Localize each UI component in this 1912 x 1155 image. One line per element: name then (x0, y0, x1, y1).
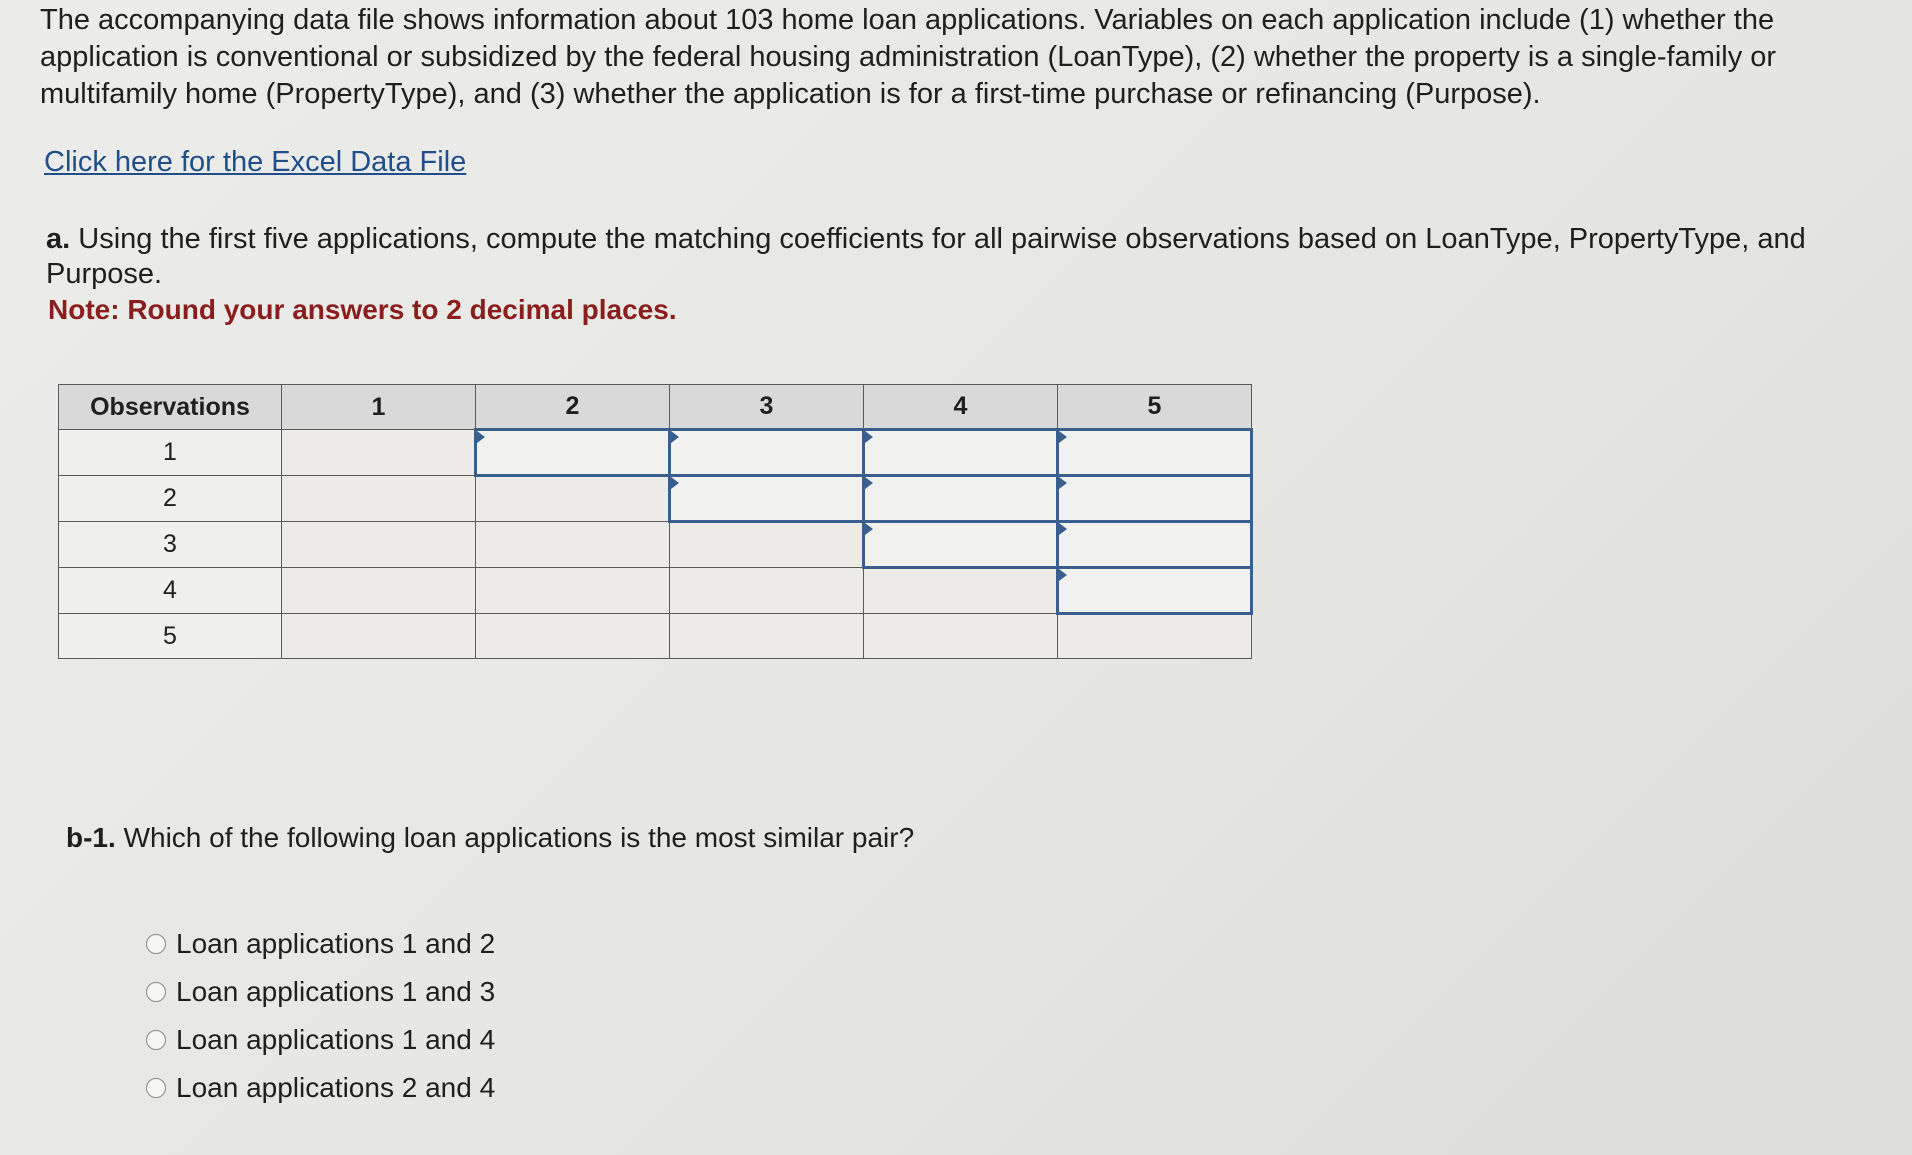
table-row (59, 476, 1252, 522)
cell-3-2 (476, 522, 670, 568)
cell-5-3 (670, 614, 864, 659)
part-b1-label: b-1. (66, 822, 116, 853)
column-header-4: 4 (864, 385, 1058, 430)
cell-5-1 (282, 614, 476, 659)
input-cell-3-5[interactable] (1058, 522, 1252, 568)
row-label-3: 3 (59, 522, 282, 568)
cell-4-2 (476, 568, 670, 614)
part-a-prompt (46, 222, 1866, 292)
cell-5-2 (476, 614, 670, 659)
row-label-5: 5 (59, 614, 282, 659)
cell-4-4 (864, 568, 1058, 614)
cell-3-1 (282, 522, 476, 568)
input-cell-1-5[interactable] (1058, 430, 1252, 476)
column-header-5: 5 (1058, 385, 1252, 430)
part-b1-question: Which of the following loan applications is the most similar pair? (123, 822, 915, 853)
input-cell-1-2[interactable] (476, 430, 670, 476)
cell-3-3 (670, 522, 864, 568)
intro-paragraph: The accompanying data file shows information about 103 home loan applications. Variables on each application include (1) whether the application is conventional or subsidized by the federal housing administration (LoanType), (2) whether the property is a single-family or multifamily home (PropertyType), and (3) whether the application is for a first-time purchase or refinancing (Purpose). (40, 4, 1777, 110)
rounding-note: Note: Round your answers to 2 decimal places. (48, 294, 677, 325)
radio-button-icon[interactable] (146, 934, 166, 954)
radio-button-icon[interactable] (146, 1078, 166, 1098)
answer-option-label: Loan applications 1 and 3 (176, 976, 496, 1007)
answer-option-3[interactable] (146, 1016, 495, 1064)
cell-4-3 (670, 568, 864, 614)
row-label-2: 2 (59, 476, 282, 522)
observations-header: Observations (59, 385, 282, 430)
row-label-1: 1 (59, 430, 282, 476)
input-cell-2-5[interactable] (1058, 476, 1252, 522)
part-a-text: Using the first five applications, compute the matching coefficients for all pairwise observations based on LoanType, PropertyType, and Purpose. (46, 223, 1806, 290)
table-row (59, 568, 1252, 614)
radio-button-icon[interactable] (146, 1030, 166, 1050)
answer-options (146, 920, 495, 1112)
cell-2-1 (282, 476, 476, 522)
input-cell-1-3[interactable] (670, 430, 864, 476)
table-row (59, 614, 1252, 659)
column-header-3: 3 (670, 385, 864, 430)
input-cell-4-5[interactable] (1058, 568, 1252, 614)
answer-option-4[interactable] (146, 1064, 495, 1112)
excel-data-file-link[interactable]: Click here for the Excel Data File (44, 146, 467, 178)
answer-option-2[interactable] (146, 968, 495, 1016)
answer-option-label: Loan applications 1 and 2 (176, 928, 496, 959)
answer-option-1[interactable] (146, 920, 495, 968)
input-cell-2-3[interactable] (670, 476, 864, 522)
cell-5-5 (1058, 614, 1252, 659)
cell-4-1 (282, 568, 476, 614)
cell-5-4 (864, 614, 1058, 659)
answer-option-label: Loan applications 2 and 4 (176, 1072, 496, 1103)
input-cell-3-4[interactable] (864, 522, 1058, 568)
part-b1-prompt (66, 822, 914, 854)
input-cell-2-4[interactable] (864, 476, 1058, 522)
answer-option-label: Loan applications 1 and 4 (176, 1024, 496, 1055)
table-header-row (59, 385, 1252, 430)
cell-1-1 (282, 430, 476, 476)
table-row (59, 522, 1252, 568)
row-label-4: 4 (59, 568, 282, 614)
radio-button-icon[interactable] (146, 982, 166, 1002)
table-row (59, 430, 1252, 476)
part-a-label: a. (46, 223, 71, 255)
input-cell-1-4[interactable] (864, 430, 1058, 476)
column-header-2: 2 (476, 385, 670, 430)
cell-2-2 (476, 476, 670, 522)
column-header-1: 1 (282, 385, 476, 430)
matching-coefficients-table (58, 384, 1253, 659)
